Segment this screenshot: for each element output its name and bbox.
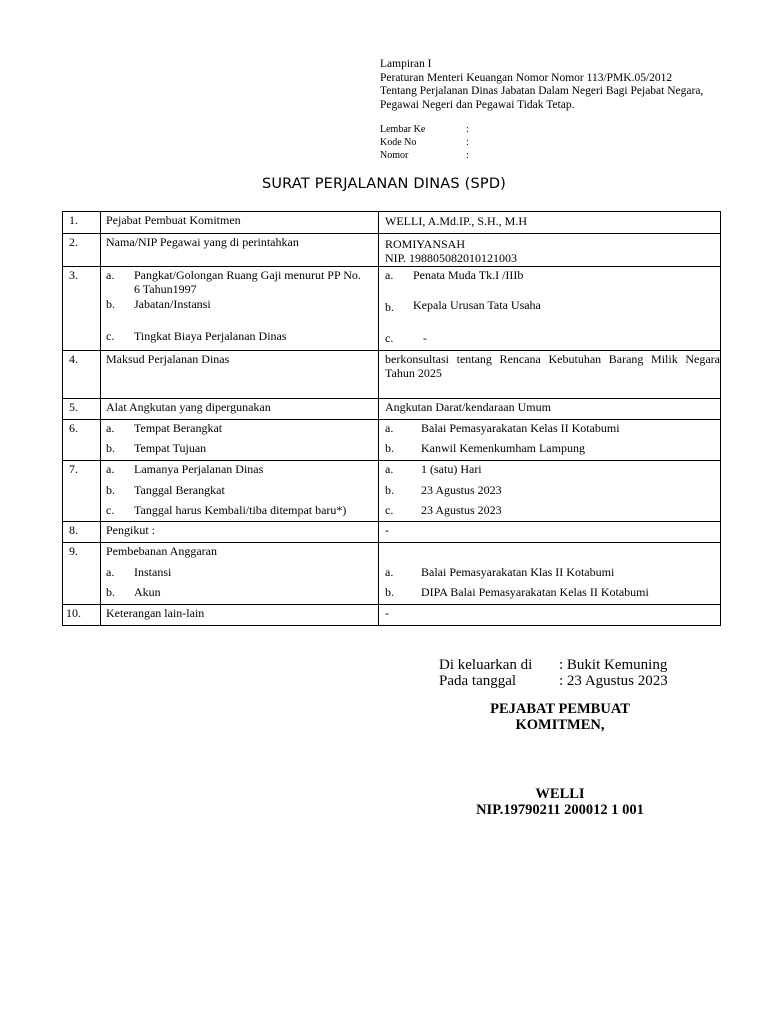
row-label bbox=[101, 420, 379, 461]
signer-nip: NIP.19790211 200012 1 001 bbox=[476, 802, 644, 818]
sub-letter: b. bbox=[385, 441, 394, 455]
sub-item bbox=[385, 331, 718, 345]
sub-item bbox=[106, 268, 378, 297]
sub-value: Kanwil Kemenkumham Lampung bbox=[421, 441, 585, 455]
row-label: Pengikut : bbox=[101, 522, 379, 543]
appendix-subject-line2: Pegawai Negeri dan Pegawai Tidak Tetap. bbox=[380, 98, 575, 111]
row-number: 3. bbox=[63, 267, 101, 351]
sub-value: 1 (satu) Hari bbox=[421, 462, 482, 476]
row-value bbox=[379, 234, 721, 267]
signer-block bbox=[440, 786, 680, 818]
sub-letter: a. bbox=[385, 421, 394, 435]
row-number: 5. bbox=[63, 399, 101, 420]
spd-table bbox=[62, 211, 721, 626]
sub-label: Tempat Tujuan bbox=[134, 441, 207, 455]
sub-letter: b. bbox=[385, 585, 394, 599]
sub-item bbox=[385, 298, 718, 331]
sub-value: Penata Muda Tk.I /IIIb bbox=[413, 268, 524, 282]
sub-value: Balai Pemasyarakatan Klas II Kotabumi bbox=[421, 565, 615, 579]
appendix-header bbox=[380, 58, 750, 112]
sub-item bbox=[385, 441, 718, 455]
sub-label: Tingkat Biaya Perjalanan Dinas bbox=[134, 329, 287, 343]
row-number: 1. bbox=[63, 212, 101, 234]
sub-item bbox=[106, 503, 378, 517]
sub-value: Balai Pemasyarakatan Kelas II Kotabumi bbox=[421, 421, 620, 435]
sub-letter: c. bbox=[106, 329, 115, 343]
sub-letter: a. bbox=[106, 565, 115, 579]
sub-item bbox=[385, 462, 718, 483]
sub-letter: a. bbox=[106, 462, 115, 476]
row-value: berkonsultasi tentang Rencana Kebutuhan Barang Milik Negara Tahun 2025 bbox=[379, 351, 721, 399]
official-title-line2: KOMITMEN, bbox=[515, 717, 605, 733]
meta-code-label: Kode No bbox=[380, 137, 417, 148]
sub-item bbox=[106, 329, 378, 343]
sub-item bbox=[385, 565, 718, 585]
meta-code bbox=[380, 136, 469, 149]
sub-value: 23 Agustus 2023 bbox=[421, 503, 502, 517]
sub-letter: b. bbox=[106, 585, 115, 599]
table-row bbox=[63, 522, 721, 543]
meta-sheet-sep: : bbox=[466, 124, 469, 135]
sub-item bbox=[106, 441, 378, 455]
row-number: 10. bbox=[63, 605, 101, 626]
sub-item bbox=[385, 585, 718, 599]
sub-label: Tanggal Berangkat bbox=[134, 483, 225, 497]
sub-item bbox=[385, 483, 718, 503]
sub-item bbox=[106, 421, 378, 441]
meta-code-sep: : bbox=[466, 137, 469, 148]
row-number: 7. bbox=[63, 461, 101, 522]
sub-value: 23 Agustus 2023 bbox=[421, 483, 502, 497]
sub-item bbox=[106, 565, 378, 585]
sub-letter: a. bbox=[385, 565, 394, 579]
sub-label: Tanggal harus Kembali/tiba ditempat baru*) bbox=[134, 503, 347, 517]
sub-letter: b. bbox=[385, 300, 394, 314]
appendix-subject-line1: Tentang Perjalanan Dinas Jabatan Dalam Negeri Bagi Pejabat Negara, bbox=[380, 85, 704, 97]
sub-item bbox=[385, 421, 718, 441]
table-row bbox=[63, 351, 721, 399]
sub-label: Akun bbox=[134, 585, 161, 599]
sub-item bbox=[106, 483, 378, 503]
issued-date-label: Pada tanggal bbox=[439, 673, 517, 689]
row-number: 8. bbox=[63, 522, 101, 543]
official-title-line1: PEJABAT PEMBUAT bbox=[490, 701, 630, 717]
table-row bbox=[63, 605, 721, 626]
row-value bbox=[379, 267, 721, 351]
appendix-regulation: Peraturan Menteri Keuangan Nomor Nomor 113/PMK.05/2012 bbox=[380, 71, 673, 84]
row-value: WELLI, A.Md.IP., S.H., M.H bbox=[379, 212, 721, 234]
meta-number-label: Nomor bbox=[380, 150, 409, 161]
sub-value: - bbox=[423, 331, 427, 345]
table-row bbox=[63, 461, 721, 522]
sub-item bbox=[385, 268, 718, 298]
row-label: Nama/NIP Pegawai yang di perintahkan bbox=[101, 234, 379, 267]
table-row bbox=[63, 420, 721, 461]
table-row bbox=[63, 212, 721, 234]
sub-label: Tempat Berangkat bbox=[134, 421, 223, 435]
sub-letter: b. bbox=[106, 441, 115, 455]
row-label: Pejabat Pembuat Komitmen bbox=[101, 212, 379, 234]
document-meta bbox=[380, 123, 469, 162]
row-label: Alat Angkutan yang dipergunakan bbox=[101, 399, 379, 420]
sub-item bbox=[106, 585, 378, 599]
sub-item bbox=[106, 297, 378, 329]
issued-place bbox=[439, 657, 668, 673]
meta-number bbox=[380, 149, 469, 162]
row-value: Angkutan Darat/kendaraan Umum bbox=[379, 399, 721, 420]
sub-letter: c. bbox=[385, 503, 394, 517]
document-title: SURAT PERJALANAN DINAS (SPD) bbox=[261, 176, 507, 192]
sub-letter: a. bbox=[106, 421, 115, 435]
sub-letter: a. bbox=[385, 268, 394, 282]
sub-item bbox=[385, 503, 718, 517]
row-number: 6. bbox=[63, 420, 101, 461]
row-value: - bbox=[379, 522, 721, 543]
employee-name: ROMIYANSAH bbox=[385, 237, 466, 251]
sub-label: Pangkat/Golongan Ruang Gaji menurut PP No. 6 Tahun1997 bbox=[134, 268, 361, 296]
row-number: 2. bbox=[63, 234, 101, 267]
row-number: 9. bbox=[63, 543, 101, 605]
meta-sheet bbox=[380, 123, 469, 136]
row-label bbox=[101, 267, 379, 351]
sub-letter: b. bbox=[106, 297, 115, 311]
sub-value: Kepala Urusan Tata Usaha bbox=[413, 298, 541, 312]
sub-heading: Pembebanan Anggaran bbox=[106, 544, 217, 558]
issuance-block bbox=[439, 657, 668, 689]
row-value bbox=[379, 420, 721, 461]
sub-label: Lamanya Perjalanan Dinas bbox=[134, 462, 264, 476]
sub-value: DIPA Balai Pemasyarakatan Kelas II Kotabumi bbox=[421, 585, 649, 599]
sub-letter: a. bbox=[106, 268, 115, 282]
row-value bbox=[379, 543, 721, 605]
sub-label: Jabatan/Instansi bbox=[134, 297, 211, 311]
signer-name: WELLI bbox=[535, 786, 585, 802]
row-label: Maksud Perjalanan Dinas bbox=[101, 351, 379, 399]
row-label bbox=[101, 461, 379, 522]
issued-date-value: : 23 Agustus 2023 bbox=[559, 673, 668, 689]
sub-letter: c. bbox=[385, 331, 394, 345]
table-row bbox=[63, 267, 721, 351]
sub-item bbox=[106, 462, 378, 483]
row-number: 4. bbox=[63, 351, 101, 399]
table-row bbox=[63, 399, 721, 420]
row-label bbox=[101, 543, 379, 605]
issued-place-value: : Bukit Kemuning bbox=[559, 657, 668, 673]
official-title bbox=[440, 701, 680, 733]
sub-letter: c. bbox=[106, 503, 115, 517]
row-value: - bbox=[379, 605, 721, 626]
row-label: Keterangan lain-lain bbox=[101, 605, 379, 626]
sub-label: Instansi bbox=[134, 565, 172, 579]
row-value bbox=[379, 461, 721, 522]
issued-place-label: Di keluarkan di bbox=[439, 657, 533, 673]
sub-letter: a. bbox=[385, 462, 394, 476]
sub-letter: b. bbox=[385, 483, 394, 497]
meta-sheet-label: Lembar Ke bbox=[380, 124, 426, 135]
table-row bbox=[63, 234, 721, 267]
table-row bbox=[63, 543, 721, 605]
issued-date bbox=[439, 673, 668, 689]
employee-nip: NIP. 198805082010121003 bbox=[385, 251, 518, 265]
sub-letter: b. bbox=[106, 483, 115, 497]
appendix-title: Lampiran I bbox=[380, 58, 432, 70]
meta-number-sep: : bbox=[466, 150, 469, 161]
